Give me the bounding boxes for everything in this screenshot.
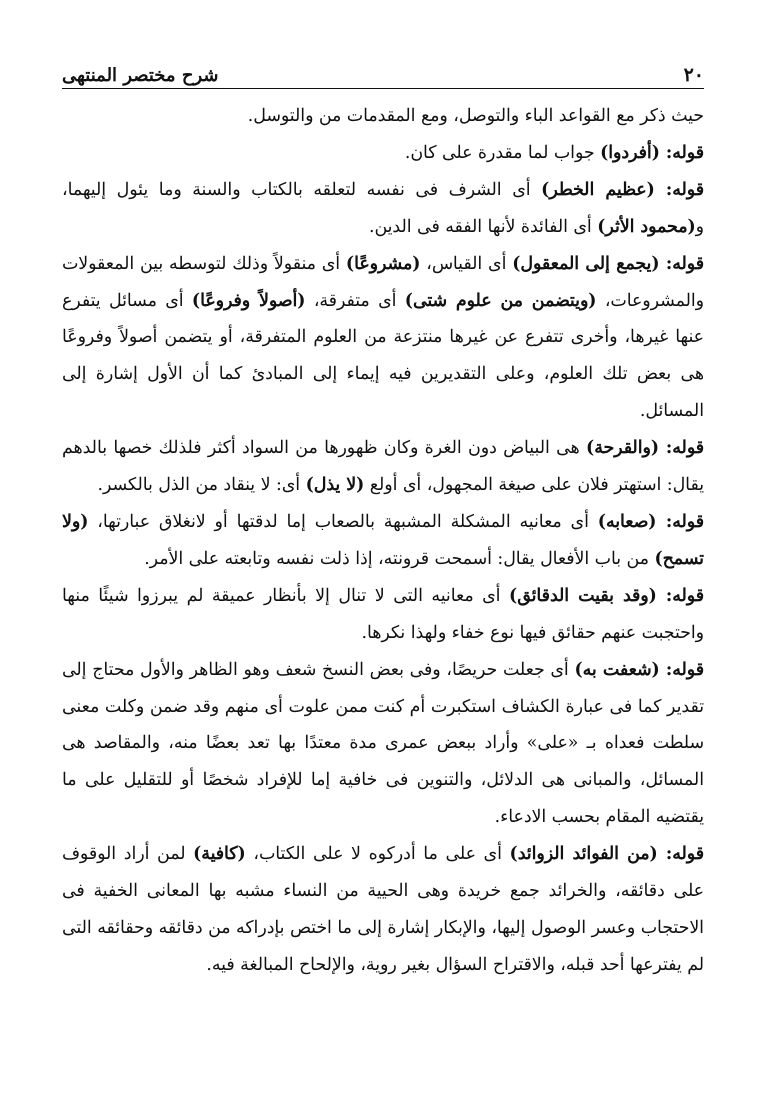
paragraph [62,172,704,246]
page-header [62,56,704,89]
running-title: شرح مختصر المنتهى [62,65,219,86]
text-run: أى الفائدة لأنها الفقه فى الدين. [368,216,598,237]
bold-lemma: قوله: (عظيم الخطر) [541,179,704,200]
bold-lemma: قوله: (شعفت به) [574,659,704,680]
text-run: حيث ذكر مع القواعد الباء والتوصل، ومع المقدمات من والتوسل. [247,106,704,126]
text-run: هى البياض دون الغرة وكان ظهورها من السواد أكثر فلذلك خصها بالدهم يقال: استهتر فلان على صيغة المجهول، أى أولع [62,438,704,496]
paragraph [62,652,704,837]
text-run: أى متفرقة، [305,290,405,311]
text-run: أى جعلت حريصًا، وفى بعض النسخ شعف وهو الظاهر والأول محتاج إلى تقدير كما فى عبارة الكشاف استكبرت أم كنت ممن علوت أى منهم وقد ضمن وكلت معنى سلطت فعداه بـ «على» وأراد ببعض عمرى مدة معتدًا بها تعد بعضًا منه، والمقاصد هى المسائل، والمبانى هى الدلائل، والتنوين فى خافية إما للإفراد شخصًا أو للتقليل على ما يقتضيه المقام بحسب الادعاء. [62,659,704,828]
text-run: أى منقولاً وذلك لتوسطه بين المعقولات والمشروعات، [62,253,704,311]
bold-lemma: قوله: (أفردوا) [600,142,704,163]
bold-lemma: (مشروعًا) [345,253,421,274]
bold-lemma: قوله: (صعابه) [597,511,704,532]
bold-lemma: (محمود الأثر) [597,216,696,237]
text-run: أى القياس، [420,253,513,274]
text-run: أى مسائل يتفرع عنها غيرها، وأخرى تتفرع عن غيرها منتزعة من العلوم المتفرقة، أو يتضمن أصولاً وفروعًا هى بعض تلك العلوم، وعلى التقديرين فيه إيماء إلى المبادئ كما أن الأول إشارة إلى المسائل. [62,290,704,422]
text-run: أى: لا ينقاد من الذل بالكسر. [97,475,306,496]
text-run: لمن أراد الوقوف على دقائقه، والخرائد جمع خريدة وهى الحيية من النساء مشبه بها المعانى الخفية فى الاحتجاب وعسر الوصول إليها، والإبكار إشارة إلى ما اختص بإدراكه من دقائقه وحقائقه التى لم يفترعها أحد قبله، والاقتراح السؤال بغير روية، والإلحاح المبالغة فيه. [62,844,704,975]
bold-lemma: (أصولاً وفروعًا) [191,290,306,311]
text-run: أى معانيه التى لا تنال إلا بأنظار عميقة لم يبرزوا شيئًا منها واحتجبت عنهم حقائق فيها نوع خفاء ولهذا نكرها. [62,585,704,643]
bold-lemma: قوله: (من الفوائد الزوائد) [509,844,704,865]
text-run: أى معانيه المشكلة المشبهة بالصعاب إما لدقتها أو لانغلاق عبارتها، [88,511,598,532]
bold-lemma: (ولا تسمح) [62,511,704,569]
text-run: جواب لما مقدرة على كان. [404,142,601,163]
bold-lemma: (لا يذل) [305,475,365,496]
bold-lemma: قوله: (يجمع إلى المعقول) [512,253,704,274]
bold-lemma: (ويتضمن من علوم شتى) [404,290,597,311]
paragraph [62,246,704,431]
paragraph [62,430,704,504]
text-run: من باب الأفعال يقال: أسمحت قرونته، إذا ذلت نفسه وتابعته على الأمر. [144,548,655,569]
body-text [62,98,704,984]
text-run: أى على ما أدركوه لا على الكتاب، [245,844,510,865]
paragraph [62,578,704,652]
bold-lemma: قوله: (والقرحة) [586,438,705,459]
paragraph [62,504,704,578]
paragraph [62,135,704,172]
paragraph [62,98,704,135]
bold-lemma: قوله: (وقد بقيت الدقائق) [509,585,704,606]
paragraph [62,836,704,984]
bold-lemma: (كافية) [193,844,246,865]
page-number: ٢٠ [683,64,704,86]
text-run: أى الشرف فى نفسه لتعلقه بالكتاب والسنة وما يئول إليهما، و [62,179,704,237]
